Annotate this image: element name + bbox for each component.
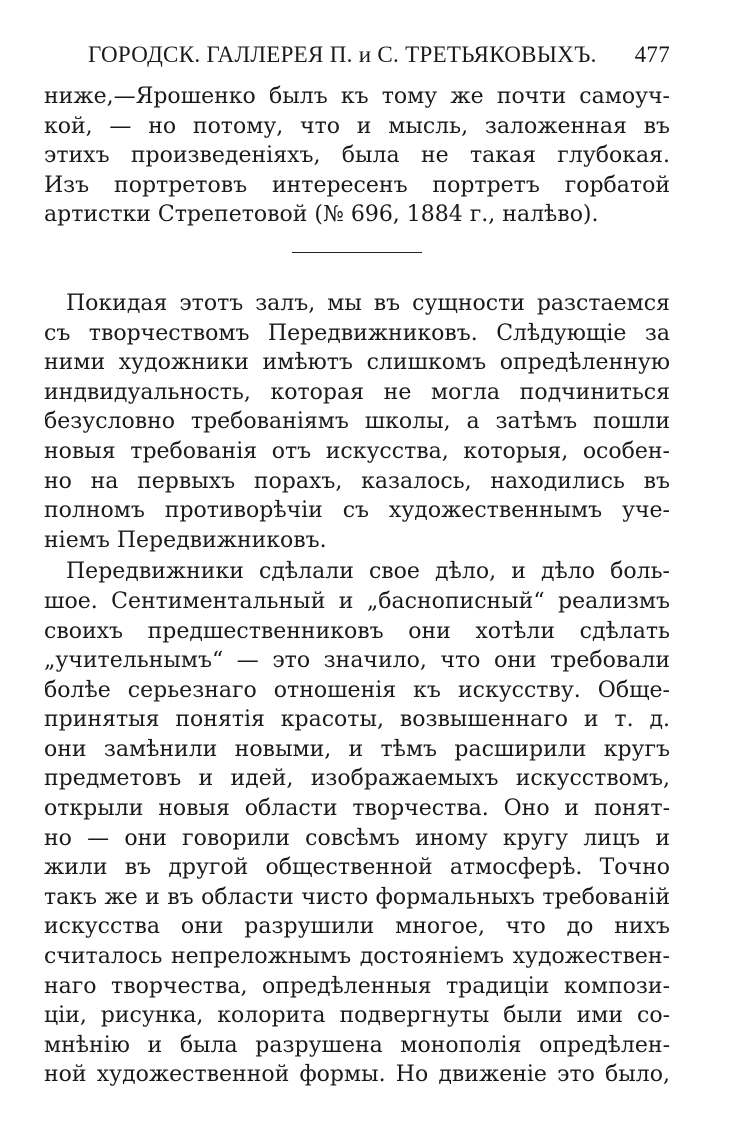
text-line: предметовъ и идей, изображаемыхъ искусствомъ, <box>44 766 670 792</box>
text-line: Изъ портретовъ интересенъ портретъ горбатой <box>44 172 670 198</box>
text-line: искусства они разрушили многое, что до нихъ <box>44 914 670 940</box>
text-line: ціи, рисунка, колорита подвергнуты были ими со- <box>44 1003 670 1029</box>
page-number: 477 <box>634 42 670 67</box>
text-line: индвидуальность, которая не могла подчиниться <box>44 379 670 405</box>
paragraph-2 <box>44 289 670 555</box>
text-line: полномъ противорѣчіи съ художественнымъ уче- <box>44 498 670 524</box>
text-line: они замѣнили новыми, и тѣмъ расширили кругъ <box>44 736 670 762</box>
section-divider <box>292 252 422 253</box>
text-line: ниже,—Ярошенко былъ къ тому же почти самоуч- <box>44 84 670 109</box>
paragraph-1 <box>44 82 670 230</box>
text-line: новыя требованія отъ искусства, которыя, особен- <box>44 438 670 464</box>
text-line: болѣе серьезнаго отношенія къ искусству. Обще- <box>44 677 670 703</box>
text-line: мнѣнію и была разрушена монополія опредѣлен- <box>44 1032 670 1058</box>
text-line: ніемъ Передвижниковъ. <box>44 527 327 553</box>
text-line: открыли новыя области творчества. Оно и понят- <box>44 796 670 822</box>
text-line: Передвижники сдѣлали свое дѣло, и дѣло боль- <box>66 559 670 585</box>
text-line: считалось непреложнымъ достояніемъ художествен- <box>44 944 670 970</box>
text-line: ной художественной формы. Но движеніе это было, <box>44 1062 670 1088</box>
page-header <box>44 38 670 82</box>
text-line: „учительнымъ“ — это значило, что они требовали <box>44 648 670 674</box>
text-line: Покидая этотъ залъ, мы въ сущности разстаемся <box>66 290 670 316</box>
book-page <box>44 38 670 1090</box>
text-line: артистки Стрепетовой (№ 696, 1884 г., налѣво). <box>44 202 599 228</box>
text-line: принятыя понятія красоты, возвышеннаго и т. д. <box>44 707 670 733</box>
text-line: кой, — но потому, что и мысль, заложенная въ <box>44 113 670 139</box>
text-line: но на первыхъ порахъ, казалось, находились въ <box>44 468 670 494</box>
running-head: ГОРОДСК. ГАЛЛЕРЕЯ П. и С. ТРЕТЬЯКОВЫХЪ. <box>88 42 597 67</box>
text-line: шое. Сентиментальный и „баснописный“ реализмъ <box>44 588 670 614</box>
text-line: жили въ другой общественной атмосферѣ. Точно <box>44 855 670 881</box>
text-line: своихъ предшественниковъ они хотѣли сдѣлать <box>44 618 670 644</box>
text-line: такъ же и въ области чисто формальныхъ требованій <box>44 884 670 910</box>
text-line: безусловно требованіямъ школы, а затѣмъ пошли <box>44 409 670 435</box>
text-line: ними художники имѣютъ слишкомъ опредѣленную <box>44 350 670 376</box>
paragraph-3 <box>44 557 670 1090</box>
text-line: но — они говорили совсѣмъ иному кругу лицъ и <box>44 825 670 851</box>
text-line: съ творчествомъ Передвижниковъ. Слѣдующіе за <box>44 320 670 346</box>
text-line: этихъ произведеніяхъ, была не такая глубокая. <box>44 143 670 169</box>
text-line: наго творчества, опредѣленныя традиціи компози- <box>44 973 670 999</box>
